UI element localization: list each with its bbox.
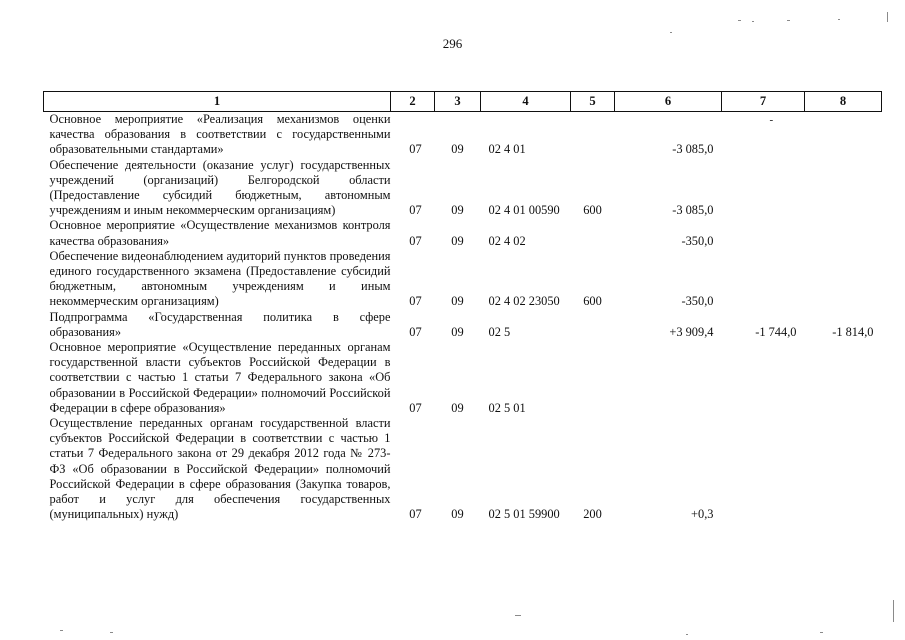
scan-speck	[820, 632, 823, 633]
cell-subsection: 09	[451, 142, 464, 157]
header-col-7: 7	[722, 92, 805, 112]
cell-target-article: 02 5	[488, 324, 511, 339]
header-col-3: 3	[435, 92, 481, 112]
scan-speck	[60, 630, 63, 631]
cell-amount-year-2	[722, 112, 805, 158]
row-name: Обеспечение видеонаблюдением аудиторий пунктов проведения единого государственного экзамена (Предоставление субсидий бюджетным, автономным учреждениям и иным некоммерческим организациям)	[49, 248, 391, 309]
row-name: Основное мероприятие «Осуществление переданных органам государственной власти субъектов Российской Федерации в соответствии с частью 1 статьи 7 Федерального закона «Об образовании в Российской Федерации» полномочий Российской Федерации в сфере образования»	[49, 340, 391, 415]
cell-section: 07	[409, 203, 422, 218]
cell-expense-type	[571, 218, 615, 248]
scan-speck	[752, 21, 754, 22]
cell-subsection: 09	[451, 233, 464, 248]
row-name: Подпрограмма «Государственная политика в сфере образования»	[49, 309, 391, 339]
scan-speck	[893, 600, 894, 622]
scan-speck	[838, 19, 840, 20]
cell-target-article: 02 4 01	[488, 142, 526, 157]
cell-section: 07	[409, 294, 422, 309]
header-col-4: 4	[481, 92, 571, 112]
cell-amount-year-2	[722, 416, 805, 522]
cell-amount-year-3	[805, 416, 882, 522]
table-row	[44, 158, 882, 219]
row-name: Обеспечение деятельности (оказание услуг) государственных учреждений (организаций) Белгородской области (Предоставление субсидий бюджетным, автономным учреждениям и иным некоммерческим организациям)	[49, 157, 391, 218]
cell-amount-year-2	[722, 158, 805, 219]
cell-amount-year-1: -350,0	[681, 233, 714, 248]
table-row	[44, 310, 882, 340]
cell-amount-year-1: -3 085,0	[672, 203, 714, 218]
cell-amount-year-2	[722, 340, 805, 416]
cell-section: 07	[409, 142, 422, 157]
scan-speck	[110, 632, 113, 633]
mark-dash: -	[769, 114, 774, 126]
scan-speck	[787, 20, 790, 21]
cell-subsection: 09	[451, 400, 464, 415]
row-name: Основное мероприятие «Осуществление механизмов контроля качества образования»	[49, 218, 391, 248]
cell-expense-type	[571, 340, 615, 416]
cell-amount-year-2	[722, 249, 805, 310]
cell-amount-year-3	[805, 340, 882, 416]
cell-subsection: 09	[451, 324, 464, 339]
cell-amount-year-1: +3 909,4	[669, 324, 714, 339]
header-col-5: 5	[571, 92, 615, 112]
header-col-6: 6	[615, 92, 722, 112]
cell-amount-year-3	[805, 112, 882, 158]
cell-target-article: 02 5 01 59900	[488, 507, 560, 522]
cell-amount-year-1	[615, 340, 722, 416]
cell-section: 07	[409, 507, 422, 522]
cell-target-article: 02 4 02 23050	[488, 294, 560, 309]
table-row	[44, 340, 882, 416]
cell-amount-year-2	[722, 218, 805, 248]
cell-amount-year-3	[805, 218, 882, 248]
scan-speck	[515, 615, 521, 616]
cell-expense-type: 600	[583, 203, 602, 218]
scan-speck	[738, 20, 741, 21]
cell-expense-type	[571, 310, 615, 340]
cell-amount-year-1: -3 085,0	[672, 142, 714, 157]
cell-expense-type: 600	[583, 294, 602, 309]
cell-subsection: 09	[451, 203, 464, 218]
table-row	[44, 218, 882, 248]
cell-amount-year-3: -1 814,0	[832, 324, 874, 339]
table-row	[44, 112, 882, 158]
header-col-1: 1	[44, 92, 391, 112]
row-name: Осуществление переданных органам государственной власти субъектов Российской Федерации в соответствии с частью 1 статьи 7 Федерального закона от 29 декабря 2012 года № 273-ФЗ «Об образовании в Российской Федерации» полномочий Российской Федерации в сфере образования (Закупка товаров, работ и услуг для обеспечения государственных (муниципальных) нужд)	[49, 416, 391, 522]
cell-amount-year-3	[805, 249, 882, 310]
cell-target-article: 02 4 02	[488, 233, 526, 248]
cell-section: 07	[409, 400, 422, 415]
cell-expense-type	[571, 112, 615, 158]
cell-amount-year-1: +0,3	[691, 507, 714, 522]
scan-speck	[670, 32, 672, 33]
cell-section: 07	[409, 233, 422, 248]
scan-speck	[686, 634, 688, 635]
cell-amount-year-1: -350,0	[681, 294, 714, 309]
budget-table	[43, 91, 882, 522]
cell-amount-year-3	[805, 158, 882, 219]
cell-subsection: 09	[451, 294, 464, 309]
cell-amount-year-2: -1 744,0	[755, 324, 797, 339]
cell-subsection: 09	[451, 507, 464, 522]
header-col-2: 2	[391, 92, 435, 112]
cell-target-article: 02 5 01	[488, 400, 526, 415]
row-name: Основное мероприятие «Реализация механизмов оценки качества образования в соответствии с государственными образовательными стандартами»	[49, 112, 391, 157]
table-row	[44, 416, 882, 522]
header-col-8: 8	[805, 92, 882, 112]
cell-target-article: 02 4 01 00590	[488, 203, 560, 218]
scan-speck	[887, 12, 888, 22]
page-number: 296	[442, 36, 463, 51]
cell-section: 07	[409, 324, 422, 339]
cell-expense-type: 200	[583, 507, 602, 522]
header-row	[44, 92, 882, 112]
table-row	[44, 249, 882, 310]
